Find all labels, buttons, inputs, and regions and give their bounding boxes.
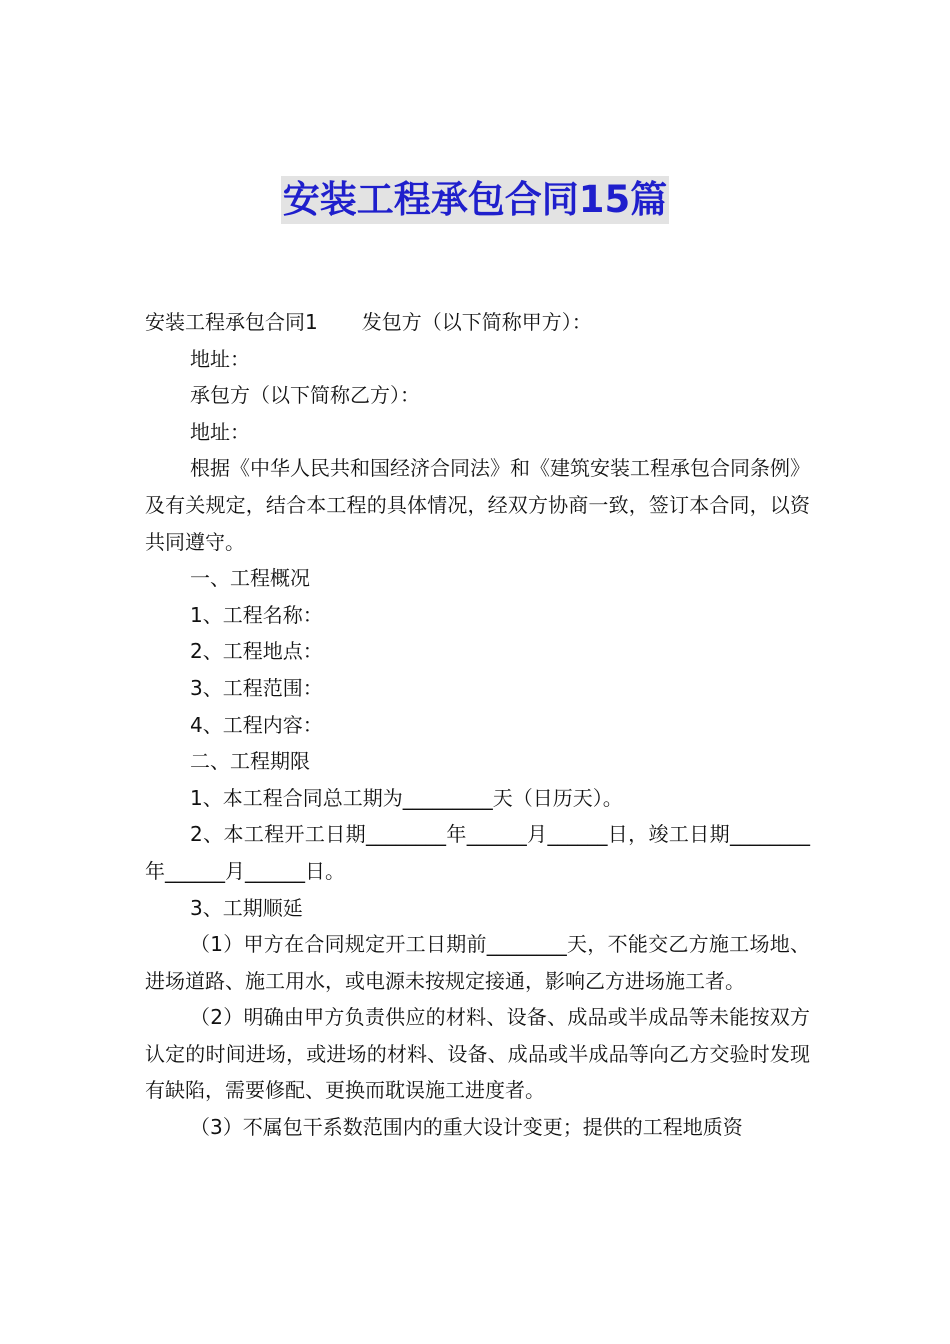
section-heading: 二、工程期限 [190, 749, 310, 774]
paragraph: （3）不属包干系数范围内的重大设计变更；提供的工程地质资 [190, 1115, 743, 1140]
paragraph: 地址： [190, 346, 250, 371]
paragraph: （2）明确由甲方负责供应的材料、设备、成品或半成品等未能按双方认定的时间进场，或进场的材料、设备、成品或半成品等向乙方交验时发现有缺陷，需要修配、更换而耽误施工进度者。 [145, 1005, 810, 1103]
paragraph: 4、工程内容： [190, 712, 323, 737]
doc-label: 安装工程承包合同1 [145, 310, 318, 334]
paragraph: （1）甲方在合同规定开工日期前________天，不能交乙方施工场地、进场道路、施工用水，或电源未按规定接通，影响乙方进场施工者。 [145, 932, 810, 993]
paragraph: 根据《中华人民共和国经济合同法》和《建筑安装工程承包合同条例》及有关规定，结合本工程的具体情况，经双方协商一致，签订本合同，以资共同遵守。 [145, 456, 810, 554]
party-a-label: 发包方（以下简称甲方）： [361, 310, 592, 334]
paragraph: 承包方（以下简称乙方）： [190, 383, 420, 408]
paragraph: 1、工程名称： [190, 602, 323, 627]
title-container [0, 176, 950, 224]
section-heading: 一、工程概况 [190, 566, 310, 591]
paragraph: 2、本工程开工日期________年______月______日，竣工日期________年______月______日。 [145, 822, 810, 883]
paragraph: 3、工期顺延 [190, 895, 303, 920]
document-body [145, 304, 810, 1146]
paragraph: 3、工程范围： [190, 675, 323, 700]
paragraph: 1、本工程合同总工期为_________天（日历天）。 [190, 785, 623, 810]
paragraph: 2、工程地点： [190, 639, 323, 664]
paragraph: 地址： [190, 419, 250, 444]
first-line [145, 304, 810, 341]
document-title: 安装工程承包合同15篇 [281, 176, 670, 224]
